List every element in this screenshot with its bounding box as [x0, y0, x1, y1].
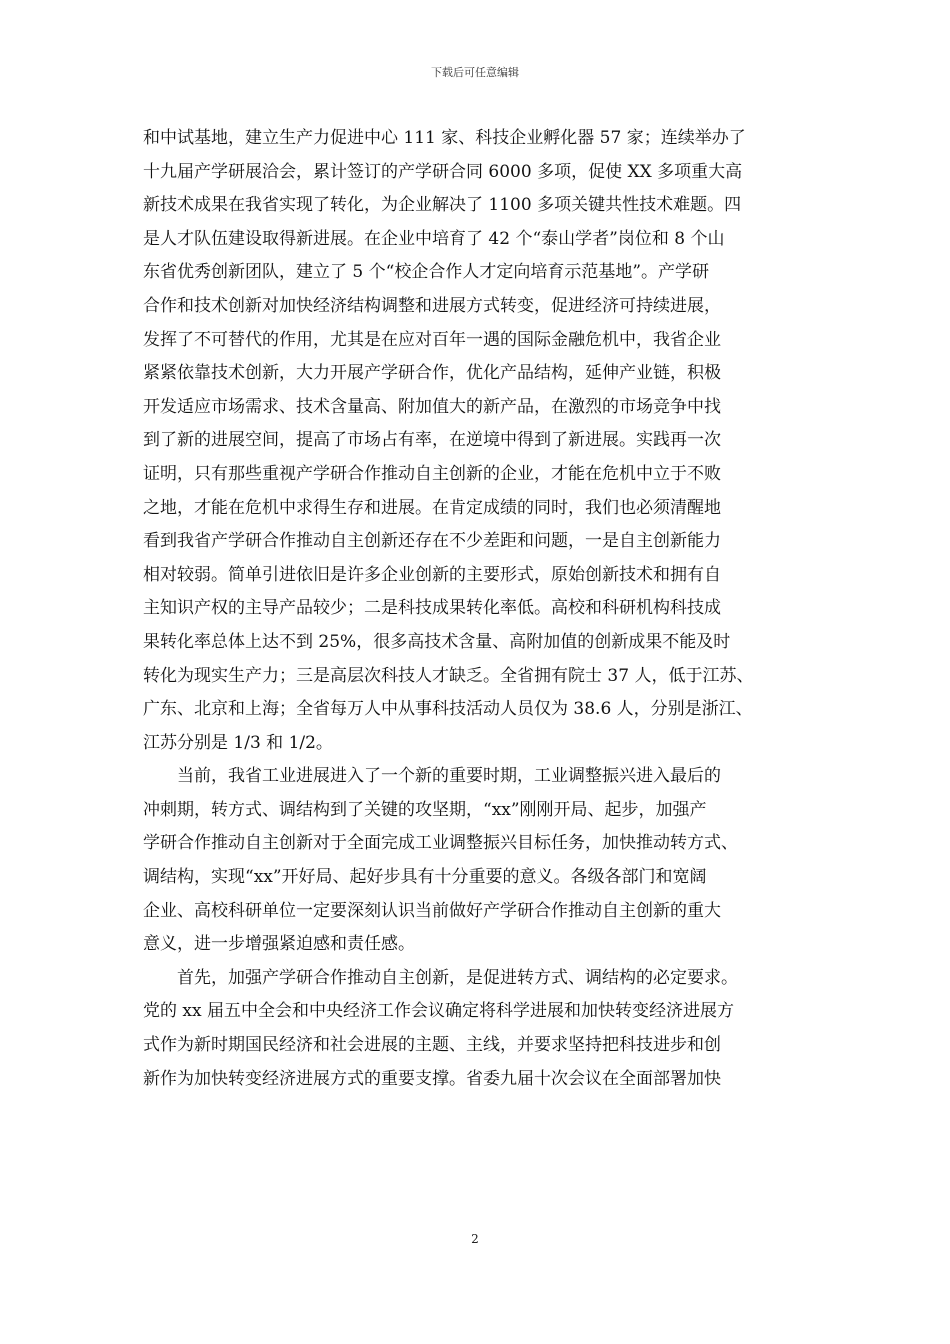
page-header: 下载后可任意编辑 [431, 66, 519, 79]
text-line: 学研合作推动自主创新对于全面完成工业调整振兴目标任务，加快推动转方式、 [143, 833, 738, 854]
text-line: 东省优秀创新团队，建立了 5 个“校企合作人才定向培育示范基地”。产学研 [143, 262, 710, 283]
paragraph-2 [143, 760, 825, 962]
text-line: 紧紧依靠技术创新，大力开展产学研合作，优化产品结构，延伸产业链，积极 [143, 363, 721, 384]
text-line: 式作为新时期国民经济和社会进展的主题、主线，并要求坚持把科技进步和创 [143, 1035, 721, 1056]
text-line: 调结构，实现“xx”开好局、起好步具有十分重要的意义。各级各部门和宽阔 [143, 867, 707, 888]
paragraph-3 [143, 962, 825, 1096]
text-line: 证明，只有那些重视产学研合作推动自主创新的企业，才能在危机中立于不败 [143, 463, 721, 484]
text-line: 当前，我省工业进展进入了一个新的重要时期，工业调整振兴进入最后的 [177, 766, 721, 787]
text-line: 党的 xx 届五中全会和中央经济工作会议确定将科学进展和加快转变经济进展方 [143, 1001, 734, 1022]
text-line: 主知识产权的主导产品较少；二是科技成果转化率低。高校和科研机构科技成 [143, 598, 721, 619]
text-line: 果转化率总体上达不到 25%，很多高技术含量、高附加值的创新成果不能及时 [143, 631, 731, 652]
text-line: 看到我省产学研合作推动自主创新还存在不少差距和问题，一是自主创新能力 [143, 531, 721, 552]
text-line: 发挥了不可替代的作用，尤其是在应对百年一遇的国际金融危机中，我省企业 [143, 329, 721, 350]
text-line: 江苏分别是 1/3 和 1/2。 [143, 732, 333, 753]
text-line: 开发适应市场需求、技术含量高、附加值大的新产品，在激烈的市场竞争中找 [143, 396, 721, 417]
text-line: 冲刺期，转方式、调结构到了关键的攻坚期，“xx”刚刚开局、起步，加强产 [143, 799, 707, 820]
page-number: 2 [471, 1232, 479, 1246]
text-line: 十九届产学研展洽会，累计签订的产学研合同 6000 多项，促使 XX 多项重大高 [143, 161, 743, 182]
text-line: 广东、北京和上海；全省每万人中从事科技活动人员仅为 38.6 人，分别是浙江、 [143, 699, 753, 720]
document-body [143, 122, 825, 1096]
text-line: 意义，进一步增强紧迫感和责任感。 [143, 934, 415, 955]
text-line: 合作和技术创新对加快经济结构调整和进展方式转变，促进经济可持续进展， [143, 295, 721, 316]
text-line: 是人才队伍建设取得新进展。在企业中培育了 42 个“泰山学者”岗位和 8 个山 [143, 228, 725, 249]
text-line: 转化为现实生产力；三是高层次科技人才缺乏。全省拥有院士 37 人，低于江苏、 [143, 665, 754, 686]
text-line: 首先，加强产学研合作推动自主创新，是促进转方式、调结构的必定要求。 [177, 967, 738, 988]
text-line: 新作为加快转变经济进展方式的重要支撑。省委九届十次会议在全面部署加快 [143, 1068, 721, 1089]
text-line: 企业、高校科研单位一定要深刻认识当前做好产学研合作推动自主创新的重大 [143, 900, 721, 921]
text-line: 到了新的进展空间，提高了市场占有率，在逆境中得到了新进展。实践再一次 [143, 430, 721, 451]
text-line: 新技术成果在我省实现了转化，为企业解决了 1100 多项关键共性技术难题。四 [143, 195, 742, 216]
text-line: 相对较弱。简单引进依旧是许多企业创新的主要形式，原始创新技术和拥有自 [143, 564, 721, 585]
text-line: 和中试基地，建立生产力促进中心 111 家、科技企业孵化器 57 家；连续举办了 [143, 128, 746, 148]
text-line: 之地，才能在危机中求得生存和进展。在肯定成绩的同时，我们也必须清醒地 [143, 497, 721, 518]
paragraph-1 [143, 122, 825, 760]
